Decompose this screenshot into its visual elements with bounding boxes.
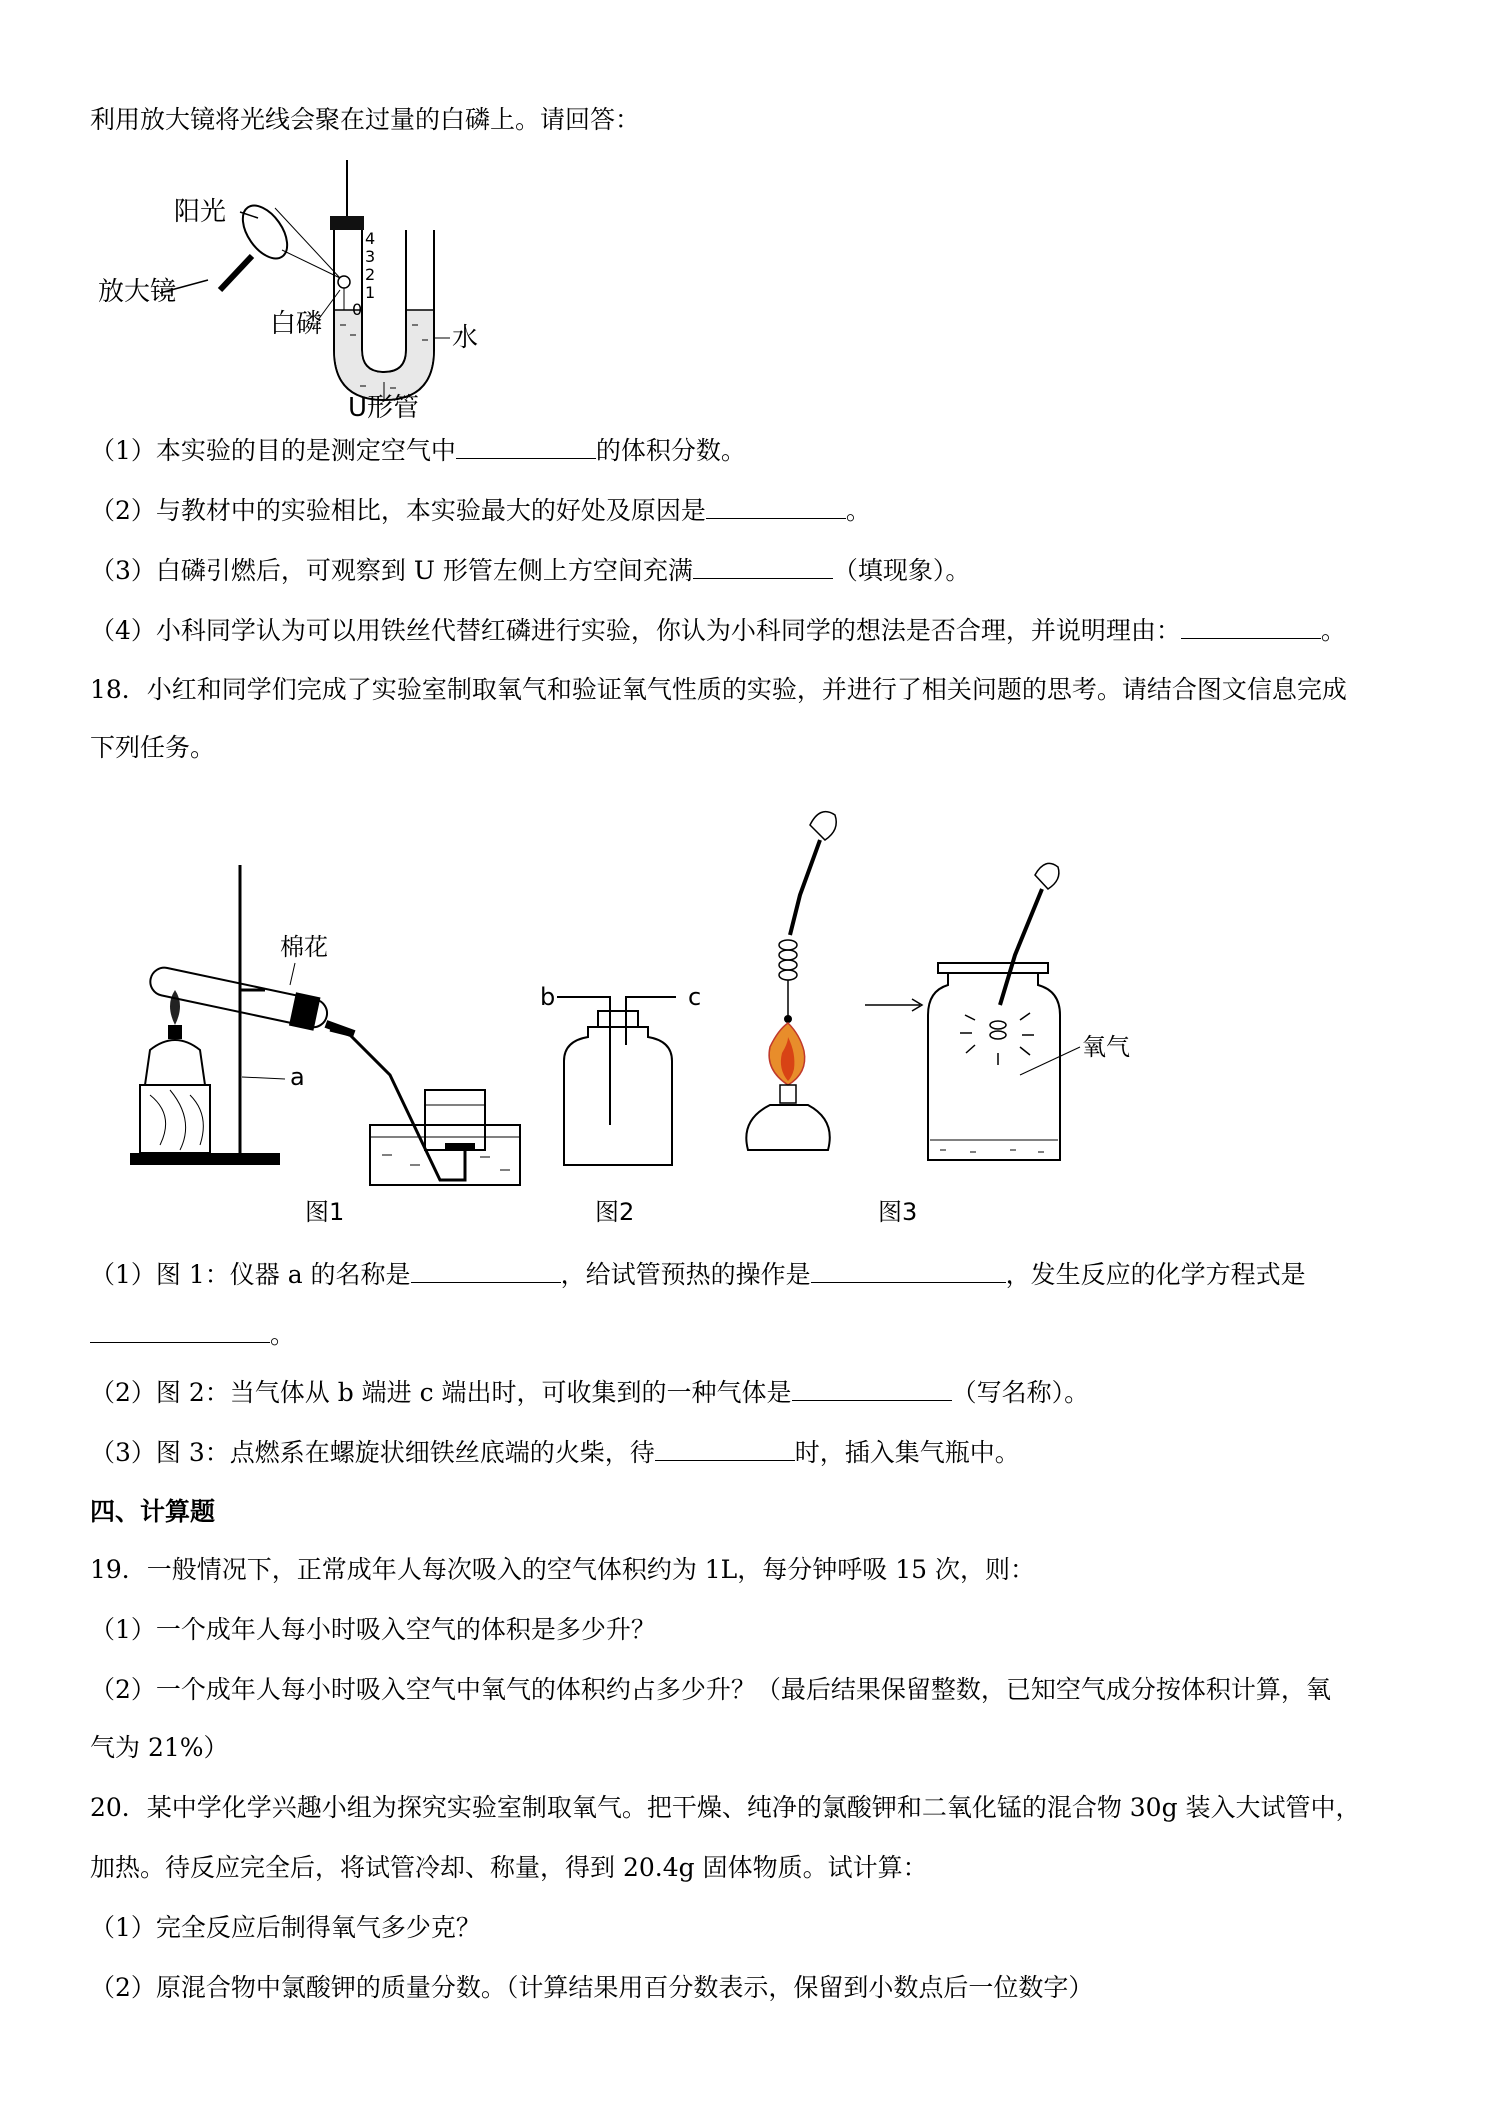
q20-item-1: （1）完全反应后制得氧气多少克？ — [90, 1913, 481, 1942]
fig3-caption: 图3 — [878, 1198, 918, 1226]
u-tube-label: U形管 — [348, 393, 420, 420]
q18-item-1: （1）图 1：仪器 a 的名称是 ，给试管预热的操作是 ，发生反应的化学方程式是 — [90, 1256, 1306, 1293]
gas-bottle-stopper — [598, 1011, 638, 1027]
alcohol-lamp-2 — [746, 1105, 829, 1150]
answer-blank[interactable] — [655, 1434, 795, 1461]
q19-item-2-line1: （2）一个成年人每小时吸入空气中氧气的体积约占多少升？（最后结果保留整数，已知空气成分按体积计算，氧 — [90, 1675, 1331, 1704]
svg-text:0: 0 — [352, 300, 363, 319]
q19-stem: 19．一般情况下，正常成年人每次吸入的空气体积约为 1L，每分钟呼吸 15 次，则： — [90, 1555, 1035, 1584]
answer-blank[interactable] — [411, 1256, 561, 1283]
q18-stem-line1: 18．小红和同学们完成了实验室制取氧气和验证氧气性质的实验，并进行了相关问题的思考。请结合图文信息完成 — [90, 675, 1347, 704]
q20-stem-line1: 20．某中学化学兴趣小组为探究实验室制取氧气。把干燥、纯净的氯酸钾和二氧化锰的混合物 30g 装入大试管中， — [90, 1793, 1361, 1822]
cotton-label: 棉花 — [280, 933, 328, 961]
q18-item-1-cont: 。 — [90, 1316, 295, 1353]
u-tube-figure — [90, 150, 510, 420]
white-phosphorus — [338, 276, 350, 288]
answer-blank[interactable] — [90, 1316, 270, 1343]
answer-blank[interactable] — [693, 552, 833, 579]
q19-item-1: （1）一个成年人每小时吸入空气的体积是多少升？ — [90, 1615, 656, 1644]
fig1-caption: 图1 — [305, 1198, 345, 1226]
q17-item-2: （2）与教材中的实验相比，本实验最大的好处及原因是 。 — [90, 492, 871, 529]
svg-text:2: 2 — [365, 265, 376, 284]
q17-item-4: （4）小科同学认为可以用铁丝代替红磷进行实验，你认为小科同学的想法是否合理，并说明理由： 。 — [90, 612, 1346, 649]
sunlight-label: 阳光 — [174, 197, 227, 227]
svg-text:1: 1 — [365, 283, 376, 302]
answer-blank[interactable] — [1181, 612, 1321, 639]
alcohol-lamp — [145, 1040, 205, 1085]
magnifier-lens — [234, 198, 296, 267]
oxygen-apparatus-figure — [120, 785, 1180, 1230]
white-phosphorus-label: 白磷 — [270, 309, 323, 339]
q20-item-2: （2）原混合物中氯酸钾的质量分数。（计算结果用百分数表示，保留到小数点后一位数字） — [90, 1973, 1094, 2002]
q17-intro: 利用放大镜将光线会聚在过量的白磷上。请回答： — [90, 105, 641, 134]
scale-marks — [352, 229, 375, 319]
q18-stem-line2: 下列任务。 — [90, 733, 216, 762]
section-heading: 四、计算题 — [90, 1497, 216, 1526]
q19-item-2-line2: 气为 21%） — [90, 1733, 229, 1762]
gas-bottle — [564, 1027, 672, 1165]
answer-blank[interactable] — [811, 1256, 1006, 1283]
magnifier-label: 放大镜 — [98, 277, 177, 307]
q18-item-3: （3）图 3：点燃系在螺旋状细铁丝底端的火柴，待 时，插入集气瓶中。 — [90, 1434, 1020, 1471]
q20-stem-line2: 加热。待反应完全后，将试管冷却、称量，得到 20.4g 固体物质。试计算： — [90, 1853, 928, 1882]
gas-jar — [928, 973, 1060, 1160]
q17-item-1: （1）本实验的目的是测定空气中 的体积分数。 — [90, 432, 746, 469]
stopper — [330, 216, 364, 230]
answer-blank[interactable] — [706, 492, 846, 519]
q18-item-2: （2）图 2：当气体从 b 端进 c 端出时，可收集到的一种气体是 （写名称）。 — [90, 1374, 1089, 1411]
oxygen-label: 氧气 — [1082, 1033, 1130, 1061]
answer-blank[interactable] — [792, 1374, 952, 1401]
label-c: c — [688, 983, 702, 1011]
q17-item-3: （3）白磷引燃后，可观察到 U 形管左侧上方空间充满 （填现象）。 — [90, 552, 970, 589]
water-trough — [370, 1125, 520, 1185]
fig2-caption: 图2 — [595, 1198, 635, 1226]
svg-text:4: 4 — [365, 229, 376, 248]
label-b: b — [540, 983, 556, 1011]
label-a: a — [290, 1063, 305, 1091]
sparks — [960, 1013, 1034, 1065]
svg-text:3: 3 — [365, 247, 376, 266]
answer-blank[interactable] — [456, 432, 596, 459]
water-label: 水 — [452, 323, 479, 353]
